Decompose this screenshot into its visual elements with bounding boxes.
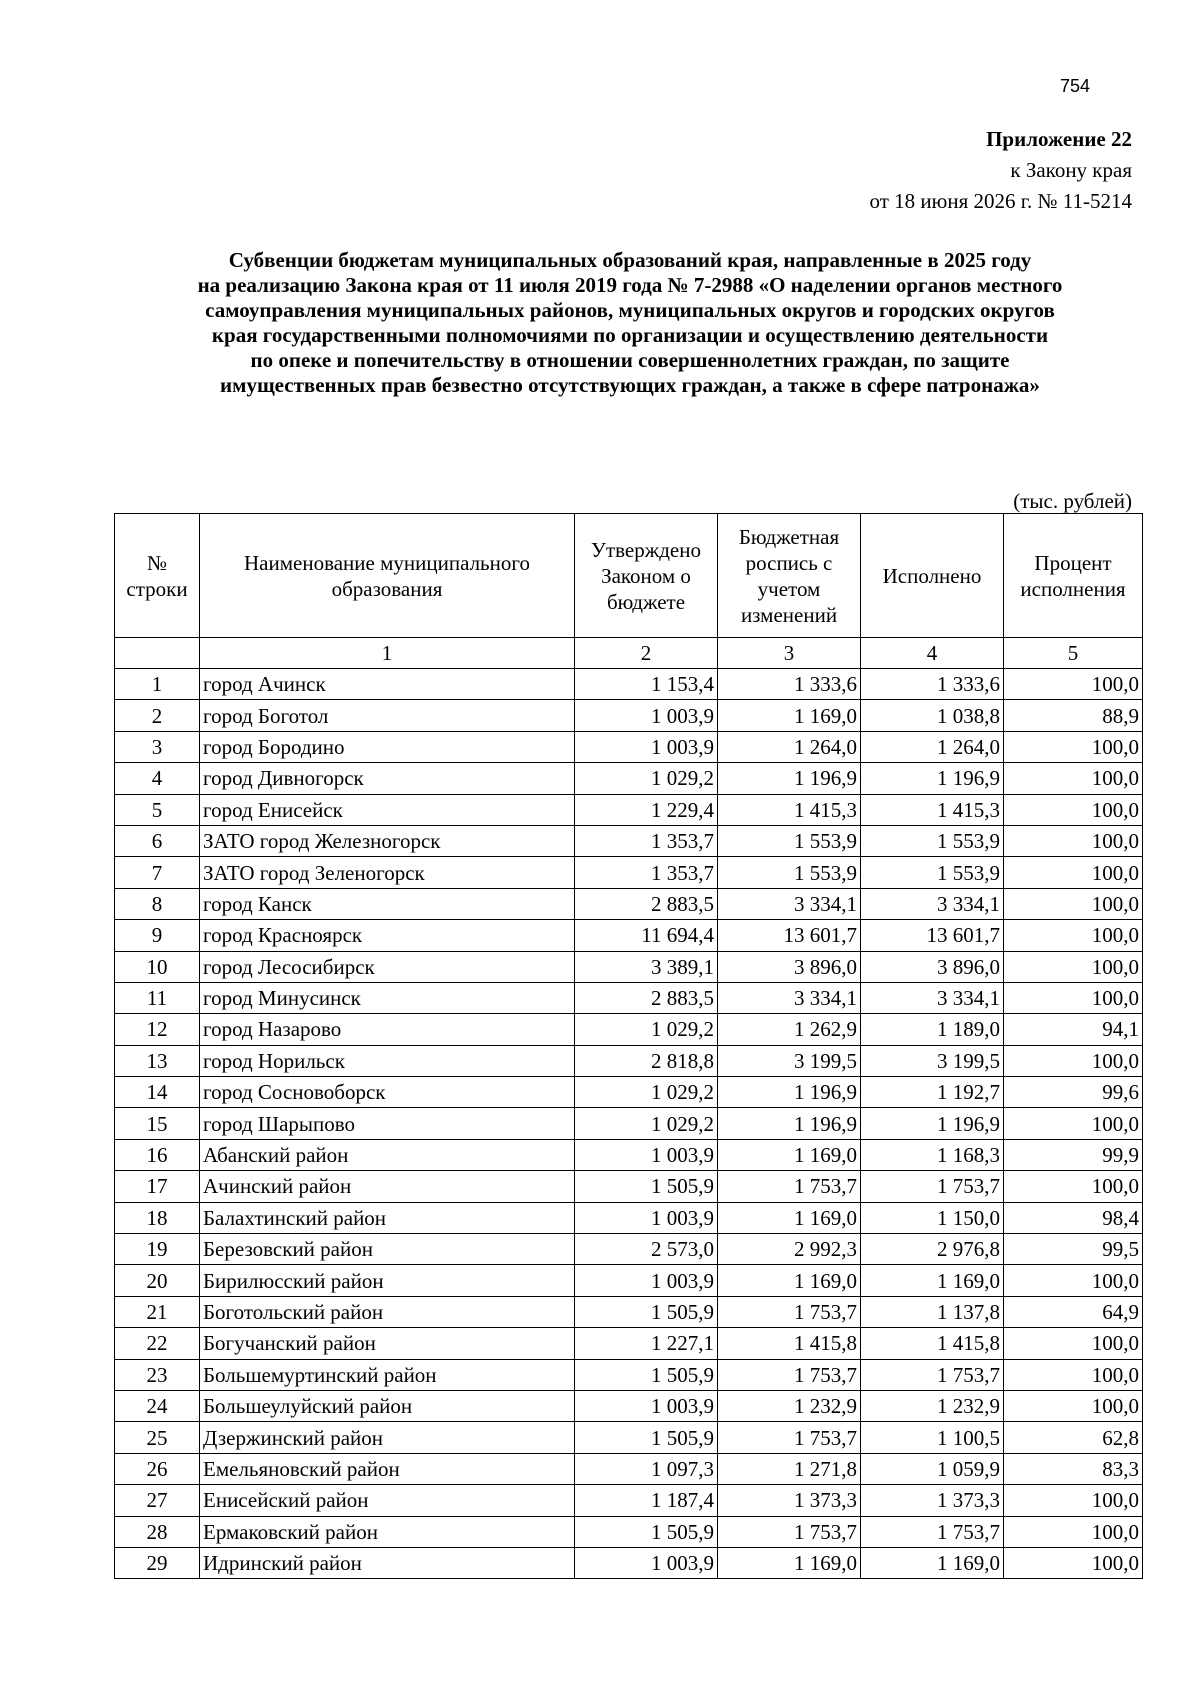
- municipality-name: город Лесосибирск: [200, 951, 575, 982]
- approved-amount: 2 573,0: [575, 1234, 718, 1265]
- execution-percent: 100,0: [1004, 920, 1143, 951]
- municipality-name: город Енисейск: [200, 794, 575, 825]
- executed-amount: 1 169,0: [861, 1547, 1004, 1578]
- row-number: 8: [115, 888, 200, 919]
- table-row: [115, 669, 1143, 700]
- table-row: [115, 1234, 1143, 1265]
- page-number: 754: [1060, 76, 1091, 96]
- municipality-name: ЗАТО город Железногорск: [200, 825, 575, 856]
- municipality-name: Дзержинский район: [200, 1422, 575, 1453]
- budget-allocation: 3 334,1: [718, 888, 861, 919]
- execution-percent: 100,0: [1004, 794, 1143, 825]
- approved-amount: 1 029,2: [575, 1077, 718, 1108]
- approved-amount: 1 003,9: [575, 1547, 718, 1578]
- municipality-name: Балахтинский район: [200, 1202, 575, 1233]
- title-line: края государственными полномочиями по организации и осуществлению деятельности: [211, 323, 1049, 347]
- budget-allocation: 1 553,9: [718, 857, 861, 888]
- budget-allocation: 1 232,9: [718, 1390, 861, 1421]
- column-number: 5: [1004, 638, 1143, 669]
- table-row: [115, 1108, 1143, 1139]
- budget-allocation: 3 334,1: [718, 982, 861, 1013]
- budget-allocation: 1 753,7: [718, 1296, 861, 1327]
- approved-amount: 1 003,9: [575, 1390, 718, 1421]
- municipality-name: город Минусинск: [200, 982, 575, 1013]
- executed-amount: 1 169,0: [861, 1265, 1004, 1296]
- title-line: самоуправления муниципальных районов, муниципальных округов и городских округов: [205, 298, 1055, 322]
- budget-allocation: 1 753,7: [718, 1422, 861, 1453]
- executed-amount: 1 059,9: [861, 1453, 1004, 1484]
- budget-allocation: 1 753,7: [718, 1171, 861, 1202]
- municipality-name: Березовский район: [200, 1234, 575, 1265]
- table-row: [115, 888, 1143, 919]
- table-row: [115, 1328, 1143, 1359]
- execution-percent: 100,0: [1004, 825, 1143, 856]
- budget-allocation: 1 196,9: [718, 1077, 861, 1108]
- budget-allocation: 1 415,3: [718, 794, 861, 825]
- approved-amount: 1 505,9: [575, 1422, 718, 1453]
- municipality-name: Богучанский район: [200, 1328, 575, 1359]
- executed-amount: 1 150,0: [861, 1202, 1004, 1233]
- table-row: [115, 794, 1143, 825]
- approved-amount: 1 003,9: [575, 1139, 718, 1170]
- row-number: 17: [115, 1171, 200, 1202]
- execution-percent: 100,0: [1004, 1547, 1143, 1578]
- units-label: (тыс. рублей): [1013, 489, 1132, 513]
- municipality-name: город Норильск: [200, 1045, 575, 1076]
- row-number: 28: [115, 1516, 200, 1547]
- execution-percent: 100,0: [1004, 1516, 1143, 1547]
- row-number: 23: [115, 1359, 200, 1390]
- executed-amount: 1 264,0: [861, 731, 1004, 762]
- table-row: [115, 920, 1143, 951]
- municipality-name: Большемуртинский район: [200, 1359, 575, 1390]
- executed-amount: 1 333,6: [861, 669, 1004, 700]
- budget-allocation: 1 333,6: [718, 669, 861, 700]
- row-number: 20: [115, 1265, 200, 1296]
- approved-amount: 1 353,7: [575, 825, 718, 856]
- execution-percent: 100,0: [1004, 1485, 1143, 1516]
- approved-amount: 1 029,2: [575, 1108, 718, 1139]
- row-number: 27: [115, 1485, 200, 1516]
- executed-amount: 3 896,0: [861, 951, 1004, 982]
- document-title: [60, 248, 1200, 398]
- budget-allocation: 1 196,9: [718, 763, 861, 794]
- executed-amount: 1 038,8: [861, 700, 1004, 731]
- table-row: [115, 1453, 1143, 1484]
- execution-percent: 99,5: [1004, 1234, 1143, 1265]
- execution-percent: 100,0: [1004, 1171, 1143, 1202]
- approved-amount: 1 505,9: [575, 1516, 718, 1547]
- executed-amount: 1 196,9: [861, 1108, 1004, 1139]
- execution-percent: 100,0: [1004, 1359, 1143, 1390]
- row-number: 1: [115, 669, 200, 700]
- municipality-name: город Шарыпово: [200, 1108, 575, 1139]
- executed-amount: 1 753,7: [861, 1516, 1004, 1547]
- budget-allocation: 1 169,0: [718, 1265, 861, 1296]
- appendix-law: к Закону края: [1010, 158, 1132, 182]
- executed-amount: 3 334,1: [861, 982, 1004, 1013]
- row-number: 3: [115, 731, 200, 762]
- execution-percent: 100,0: [1004, 1108, 1143, 1139]
- row-number: 7: [115, 857, 200, 888]
- approved-amount: 1 029,2: [575, 763, 718, 794]
- execution-percent: 100,0: [1004, 982, 1143, 1013]
- table-row: [115, 1485, 1143, 1516]
- municipality-name: город Дивногорск: [200, 763, 575, 794]
- municipality-name: город Бородино: [200, 731, 575, 762]
- row-number: 29: [115, 1547, 200, 1578]
- budget-allocation: 1 553,9: [718, 825, 861, 856]
- budget-allocation: 1 169,0: [718, 700, 861, 731]
- row-number: 22: [115, 1328, 200, 1359]
- execution-percent: 100,0: [1004, 1045, 1143, 1076]
- column-header: Утверждено Законом о бюджете: [575, 514, 718, 638]
- table-row: [115, 1139, 1143, 1170]
- column-number: 1: [200, 638, 575, 669]
- budget-allocation: 1 196,9: [718, 1108, 861, 1139]
- appendix-title: Приложение 22: [986, 127, 1132, 151]
- approved-amount: 2 883,5: [575, 888, 718, 919]
- subventions-table: [114, 513, 1143, 1579]
- appendix-header: [870, 124, 1132, 217]
- execution-percent: 99,6: [1004, 1077, 1143, 1108]
- execution-percent: 62,8: [1004, 1422, 1143, 1453]
- table-row: [115, 1390, 1143, 1421]
- executed-amount: 1 753,7: [861, 1171, 1004, 1202]
- approved-amount: 1 505,9: [575, 1171, 718, 1202]
- municipality-name: город Сосновоборск: [200, 1077, 575, 1108]
- appendix-date: от 18 июня 2026 г. № 11-5214: [869, 189, 1132, 213]
- title-line: Субвенции бюджетам муниципальных образований края, направленные в 2025 году: [228, 248, 1032, 272]
- table-row: [115, 1516, 1143, 1547]
- approved-amount: 1 153,4: [575, 669, 718, 700]
- execution-percent: 100,0: [1004, 888, 1143, 919]
- municipality-name: город Назарово: [200, 1014, 575, 1045]
- column-number: [115, 638, 200, 669]
- execution-percent: 100,0: [1004, 951, 1143, 982]
- municipality-name: город Красноярск: [200, 920, 575, 951]
- budget-allocation: 1 169,0: [718, 1547, 861, 1578]
- column-number: 4: [861, 638, 1004, 669]
- row-number: 6: [115, 825, 200, 856]
- executed-amount: 3 199,5: [861, 1045, 1004, 1076]
- executed-amount: 2 976,8: [861, 1234, 1004, 1265]
- column-header: Процент исполнения: [1004, 514, 1143, 638]
- approved-amount: 1 353,7: [575, 857, 718, 888]
- approved-amount: 2 818,8: [575, 1045, 718, 1076]
- approved-amount: 1 003,9: [575, 1265, 718, 1296]
- table-row: [115, 1014, 1143, 1045]
- approved-amount: 3 389,1: [575, 951, 718, 982]
- executed-amount: 1 192,7: [861, 1077, 1004, 1108]
- row-number: 13: [115, 1045, 200, 1076]
- execution-percent: 100,0: [1004, 1328, 1143, 1359]
- column-header: № строки: [115, 514, 200, 638]
- row-number: 9: [115, 920, 200, 951]
- column-header: Исполнено: [861, 514, 1004, 638]
- row-number: 25: [115, 1422, 200, 1453]
- approved-amount: 11 694,4: [575, 920, 718, 951]
- approved-amount: 2 883,5: [575, 982, 718, 1013]
- row-number: 21: [115, 1296, 200, 1327]
- execution-percent: 100,0: [1004, 857, 1143, 888]
- approved-amount: 1 097,3: [575, 1453, 718, 1484]
- executed-amount: 1 373,3: [861, 1485, 1004, 1516]
- budget-allocation: 1 169,0: [718, 1202, 861, 1233]
- approved-amount: 1 505,9: [575, 1359, 718, 1390]
- table-row: [115, 982, 1143, 1013]
- title-line: по опеке и попечительству в отношении совершеннолетних граждан, по защите: [250, 348, 1010, 372]
- budget-allocation: 1 373,3: [718, 1485, 861, 1516]
- table-row: [115, 825, 1143, 856]
- execution-percent: 99,9: [1004, 1139, 1143, 1170]
- table-row: [115, 1422, 1143, 1453]
- execution-percent: 83,3: [1004, 1453, 1143, 1484]
- municipality-name: город Ачинск: [200, 669, 575, 700]
- title-line: на реализацию Закона края от 11 июля 2019 года № 7-2988 «О наделении органов местного: [197, 273, 1063, 297]
- execution-percent: 100,0: [1004, 1265, 1143, 1296]
- executed-amount: 1 100,5: [861, 1422, 1004, 1453]
- budget-allocation: 3 896,0: [718, 951, 861, 982]
- execution-percent: 100,0: [1004, 763, 1143, 794]
- approved-amount: 1 229,4: [575, 794, 718, 825]
- municipality-name: Бирилюсский район: [200, 1265, 575, 1296]
- column-header: Наименование муниципального образования: [200, 514, 575, 638]
- execution-percent: 98,4: [1004, 1202, 1143, 1233]
- executed-amount: 1 137,8: [861, 1296, 1004, 1327]
- execution-percent: 94,1: [1004, 1014, 1143, 1045]
- executed-amount: 13 601,7: [861, 920, 1004, 951]
- executed-amount: 1 553,9: [861, 857, 1004, 888]
- table-row: [115, 763, 1143, 794]
- approved-amount: 1 505,9: [575, 1296, 718, 1327]
- table-row: [115, 857, 1143, 888]
- table-row: [115, 700, 1143, 731]
- budget-allocation: 1 264,0: [718, 731, 861, 762]
- table-row: [115, 951, 1143, 982]
- row-number: 24: [115, 1390, 200, 1421]
- execution-percent: 64,9: [1004, 1296, 1143, 1327]
- budget-allocation: 1 271,8: [718, 1453, 861, 1484]
- municipality-name: Ермаковский район: [200, 1516, 575, 1547]
- executed-amount: 1 232,9: [861, 1390, 1004, 1421]
- approved-amount: 1 003,9: [575, 731, 718, 762]
- row-number: 15: [115, 1108, 200, 1139]
- municipality-name: Емельяновский район: [200, 1453, 575, 1484]
- table-body: [115, 669, 1143, 1579]
- municipality-name: Абанский район: [200, 1139, 575, 1170]
- column-number: 3: [718, 638, 861, 669]
- budget-allocation: 2 992,3: [718, 1234, 861, 1265]
- row-number: 16: [115, 1139, 200, 1170]
- municipality-name: ЗАТО город Зеленогорск: [200, 857, 575, 888]
- executed-amount: 1 415,8: [861, 1328, 1004, 1359]
- approved-amount: 1 003,9: [575, 1202, 718, 1233]
- table-row: [115, 731, 1143, 762]
- execution-percent: 100,0: [1004, 1390, 1143, 1421]
- approved-amount: 1 227,1: [575, 1328, 718, 1359]
- row-number: 10: [115, 951, 200, 982]
- budget-allocation: 1 753,7: [718, 1516, 861, 1547]
- table-row: [115, 1202, 1143, 1233]
- municipality-name: Боготольский район: [200, 1296, 575, 1327]
- table-row: [115, 1045, 1143, 1076]
- table-row: [115, 1077, 1143, 1108]
- execution-percent: 100,0: [1004, 731, 1143, 762]
- approved-amount: 1 029,2: [575, 1014, 718, 1045]
- executed-amount: 1 189,0: [861, 1014, 1004, 1045]
- municipality-name: Идринский район: [200, 1547, 575, 1578]
- row-number: 4: [115, 763, 200, 794]
- budget-allocation: 1 415,8: [718, 1328, 861, 1359]
- column-header: Бюджетная роспись с учетом изменений: [718, 514, 861, 638]
- budget-allocation: 1 169,0: [718, 1139, 861, 1170]
- row-number: 26: [115, 1453, 200, 1484]
- municipality-name: Енисейский район: [200, 1485, 575, 1516]
- execution-percent: 100,0: [1004, 669, 1143, 700]
- budget-allocation: 3 199,5: [718, 1045, 861, 1076]
- table-row: [115, 1171, 1143, 1202]
- table-row: [115, 1359, 1143, 1390]
- column-number-row: [115, 638, 1143, 669]
- row-number: 14: [115, 1077, 200, 1108]
- executed-amount: 1 196,9: [861, 763, 1004, 794]
- budget-allocation: 1 753,7: [718, 1359, 861, 1390]
- municipality-name: Ачинский район: [200, 1171, 575, 1202]
- title-line: имущественных прав безвестно отсутствующих граждан, а также в сфере патронажа»: [220, 373, 1040, 397]
- budget-allocation: 13 601,7: [718, 920, 861, 951]
- table-row: [115, 1265, 1143, 1296]
- row-number: 11: [115, 982, 200, 1013]
- municipality-name: город Боготол: [200, 700, 575, 731]
- executed-amount: 3 334,1: [861, 888, 1004, 919]
- budget-allocation: 1 262,9: [718, 1014, 861, 1045]
- executed-amount: 1 415,3: [861, 794, 1004, 825]
- approved-amount: 1 003,9: [575, 700, 718, 731]
- executed-amount: 1 753,7: [861, 1359, 1004, 1390]
- executed-amount: 1 168,3: [861, 1139, 1004, 1170]
- municipality-name: Большеулуйский район: [200, 1390, 575, 1421]
- executed-amount: 1 553,9: [861, 825, 1004, 856]
- municipality-name: город Канск: [200, 888, 575, 919]
- row-number: 19: [115, 1234, 200, 1265]
- table-header-row: [115, 514, 1143, 638]
- row-number: 2: [115, 700, 200, 731]
- approved-amount: 1 187,4: [575, 1485, 718, 1516]
- table-row: [115, 1547, 1143, 1578]
- table-row: [115, 1296, 1143, 1327]
- row-number: 18: [115, 1202, 200, 1233]
- column-number: 2: [575, 638, 718, 669]
- row-number: 12: [115, 1014, 200, 1045]
- execution-percent: 88,9: [1004, 700, 1143, 731]
- row-number: 5: [115, 794, 200, 825]
